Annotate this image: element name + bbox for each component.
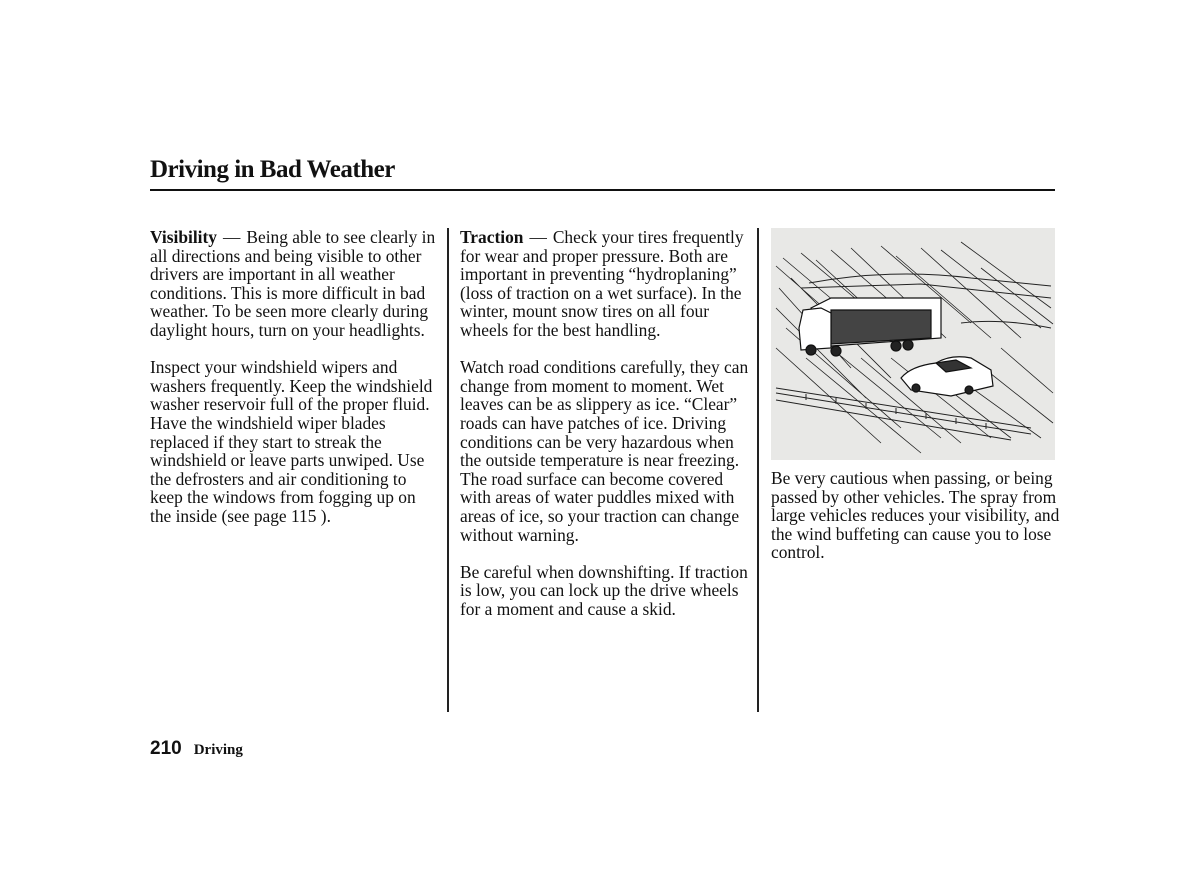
car-icon: [901, 357, 993, 396]
illustration-svg: [771, 228, 1055, 460]
truck-icon: [799, 298, 941, 356]
page-footer: [150, 738, 243, 760]
em-dash: —: [529, 227, 547, 247]
em-dash: —: [223, 227, 241, 247]
paragraph-downshifting: Be careful when downshifting. If traction is low, you can lock up the drive wheels for a moment and cause a skid.: [460, 561, 748, 619]
column-traction: [460, 228, 752, 637]
column-divider: [757, 228, 759, 712]
paragraph-text: Check your tires frequently for wear and proper pressure. Both are important in preventing “hydroplaning” (loss of traction on a wet surface). In the winter, mount snow tires on all four wheels for the best handling.: [460, 227, 744, 340]
column-divider: [447, 228, 449, 712]
guardrail: [776, 388, 1031, 440]
paragraph-road-conditions: Watch road conditions carefully, they can change from moment to moment. Wet leaves can be as slippery as ice. “Clear” roads can have patches of ice. Driving conditions can be very hazardous when the outside temperature is near freezing. The road surface can become covered with areas of water puddles mixed with areas of ice, so your traction can change without warning.: [460, 357, 749, 545]
column-visibility: [150, 228, 440, 544]
page-number: 210: [150, 738, 182, 759]
paragraph-traction: [460, 228, 752, 340]
rain-driving-illustration: [771, 228, 1055, 460]
page-title: Driving in Bad Weather: [150, 156, 395, 183]
paragraph-visibility: [150, 228, 440, 340]
section-name: Driving: [193, 742, 243, 758]
paragraph-lead: Traction: [460, 227, 524, 247]
paragraph-wipers: Inspect your windshield wipers and washers frequently. Keep the windshield washer reservoir full of the proper fluid. Have the windshield wiper blades replaced if they start to streak the windshield or leave parts unwiped. Use the defrosters and air conditioning to keep the windows from fogging up on the inside (see page 115 ).: [150, 357, 433, 526]
paragraph-passing: Be very cautious when passing, or being passed by other vehicles. The spray from large vehicles reduces your visibility, and the wind buffeting can cause you to lose control.: [771, 468, 1060, 563]
paragraph-text: Being able to see clearly in all directions and being visible to other drivers are important in all weather conditions. This is more difficult in bad weather. To be seen more clearly during daylight hours, turn on your headlights.: [150, 227, 436, 340]
paragraph-lead: Visibility: [150, 227, 217, 247]
title-rule: [150, 189, 1055, 191]
